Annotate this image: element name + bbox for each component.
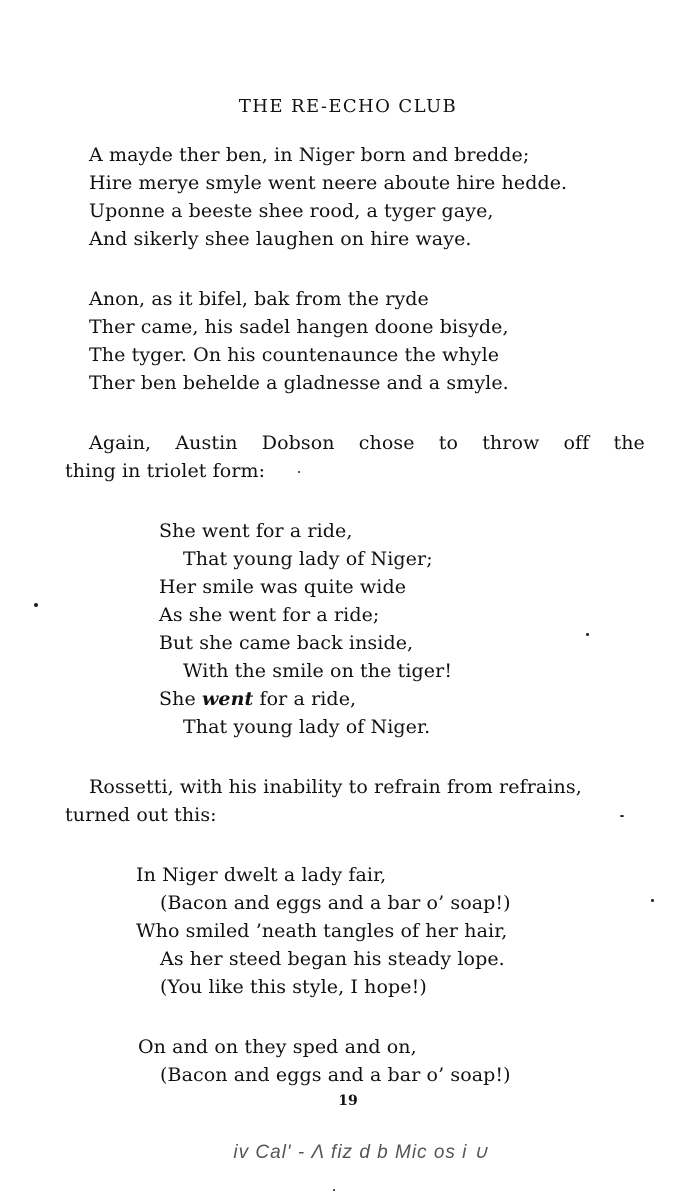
poem-line: (Bacon and eggs and a bar o’ soap!) — [160, 892, 511, 914]
triolet-line: That young lady of Niger; — [183, 548, 433, 570]
scan-speck — [298, 471, 300, 473]
word: to — [438, 432, 459, 454]
word: Again, — [89, 432, 152, 454]
triolet-line-emphasis — [159, 685, 356, 713]
poem-line: (You like this style, I hope!) — [160, 976, 427, 998]
word: off — [563, 432, 590, 454]
triolet-line: She went for a ride, — [159, 520, 353, 542]
digitization-watermark: iv Cal' - Λ fiz d b Mic os i ∪ — [233, 1142, 489, 1163]
scan-speck — [34, 603, 38, 607]
triolet-line: As she went for a ride; — [159, 604, 380, 626]
text-span: for a ride, — [253, 688, 357, 710]
word: Austin — [175, 432, 238, 454]
poem-line: In Niger dwelt a lady fair, — [136, 864, 387, 886]
word: chose — [358, 432, 415, 454]
triolet-line: But she came back inside, — [159, 632, 414, 654]
scan-speck — [651, 899, 654, 902]
poem-line: As her steed began his steady lope. — [160, 948, 505, 970]
triolet-line: That young lady of Niger. — [183, 716, 431, 738]
triolet-line: Her smile was quite wide — [159, 576, 407, 598]
poem-line: Who smiled ’neath tangles of her hair, — [136, 920, 508, 942]
poem-line: On and on they sped and on, — [138, 1036, 417, 1058]
word: throw — [482, 432, 540, 454]
running-header: THE RE-ECHO CLUB — [238, 96, 458, 117]
emphasized-word: went — [201, 688, 254, 710]
scan-speck — [333, 1189, 335, 1191]
poem-line: Anon, as it bifel, bak from the ryde — [89, 288, 429, 310]
scan-speck — [620, 815, 624, 817]
poem-line: Ther came, his sadel hangen doone bisyde, — [89, 316, 509, 338]
word: Dobson — [261, 432, 335, 454]
prose-line: turned out this: — [65, 804, 217, 826]
poem-line: A mayde ther ben, in Niger born and bredde; — [89, 144, 530, 166]
poem-line: (Bacon and eggs and a bar o’ soap!) — [160, 1064, 511, 1086]
triolet-line: With the smile on the tiger! — [183, 660, 453, 682]
word: the — [613, 432, 645, 454]
prose-line-justified — [89, 429, 645, 457]
text-span: She — [159, 688, 202, 710]
page-number: 19 — [338, 1093, 358, 1109]
poem-line: Hire merye smyle went neere aboute hire hedde. — [89, 172, 568, 194]
poem-line: Uponne a beeste shee rood, a tyger gaye, — [89, 200, 494, 222]
scan-speck — [586, 633, 589, 636]
poem-line: And sikerly shee laughen on hire waye. — [89, 228, 472, 250]
prose-line: thing in triolet form: — [65, 460, 266, 482]
prose-line: Rossetti, with his inability to refrain from refrains, — [89, 776, 582, 798]
poem-line: The tyger. On his countenaunce the whyle — [89, 344, 500, 366]
poem-line: Ther ben behelde a gladnesse and a smyle. — [89, 372, 509, 394]
